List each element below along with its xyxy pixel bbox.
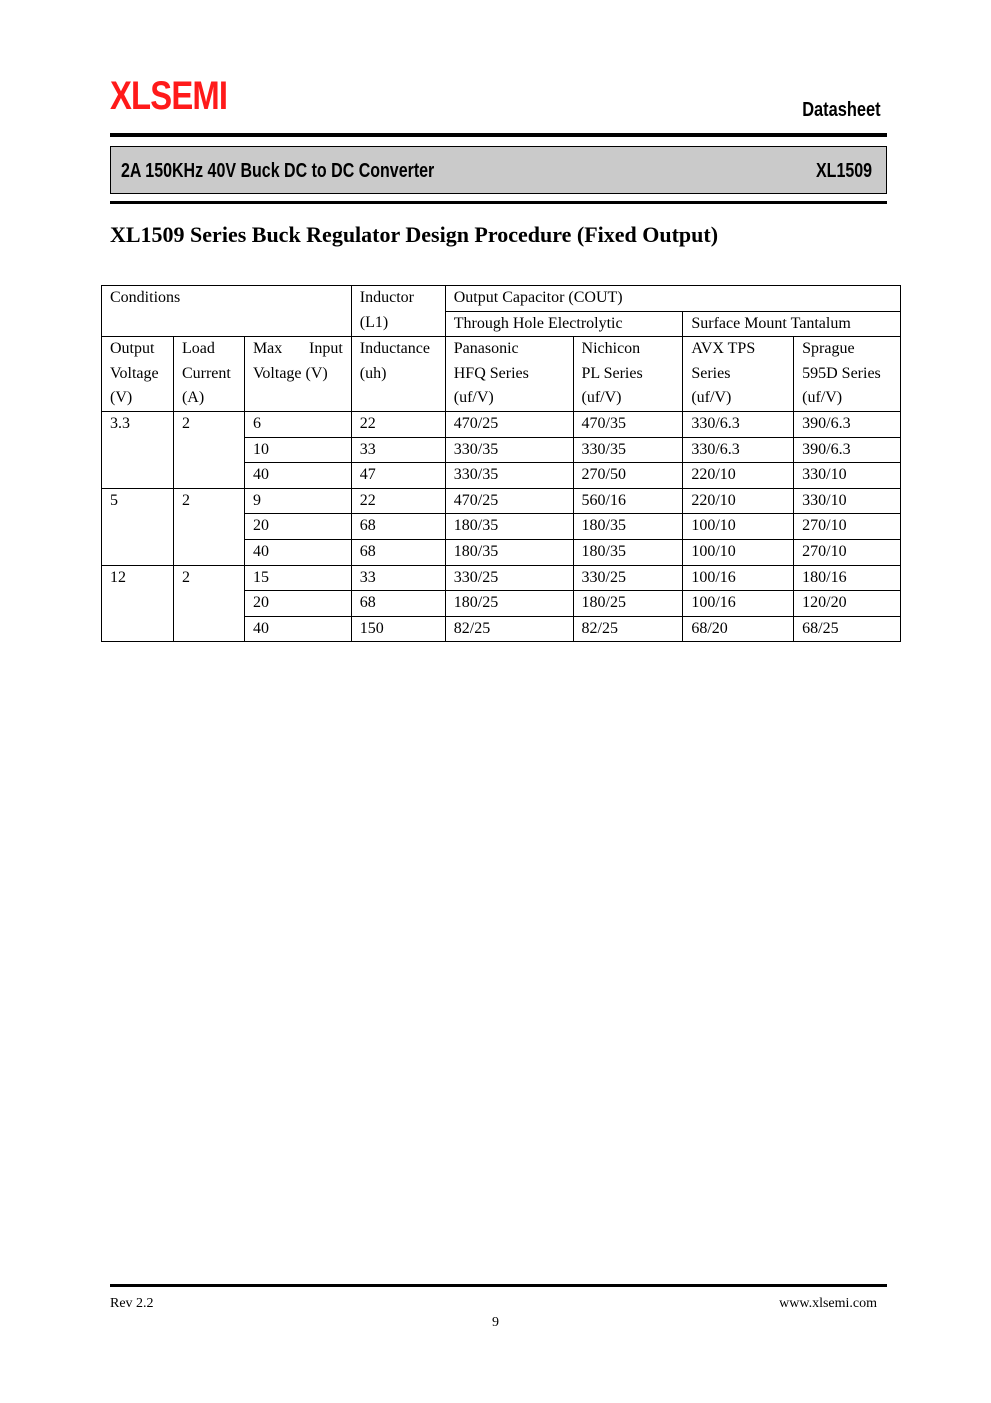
sprague-cell: 390/6.3 xyxy=(794,411,901,437)
max-input-voltage-cell: 15 xyxy=(244,565,351,591)
revision: Rev 2.2 xyxy=(110,1296,154,1311)
nichicon-cell: 330/35 xyxy=(573,437,683,463)
output-voltage-header xyxy=(102,337,174,412)
header-line: (uf/V) xyxy=(453,389,494,407)
avx-cell: 100/10 xyxy=(683,514,794,540)
inductance-cell: 68 xyxy=(351,539,445,565)
avx-cell: 100/16 xyxy=(683,565,794,591)
website-link[interactable]: www.xlsemi.com xyxy=(779,1296,877,1311)
panasonic-cell: 330/35 xyxy=(445,463,573,489)
header-line: Output xyxy=(110,340,155,358)
panasonic-cell: 180/25 xyxy=(445,591,573,617)
inductance-cell: 22 xyxy=(351,488,445,514)
header-line: Nichicon xyxy=(581,340,641,358)
max-input-voltage-cell: 9 xyxy=(244,488,351,514)
header-line: PL Series xyxy=(581,364,643,382)
header-line: (uf/V) xyxy=(581,389,622,407)
load-current-cell: 2 xyxy=(173,565,244,642)
design-procedure-table xyxy=(101,285,901,642)
header-line: (V) xyxy=(110,389,133,407)
sprague-cell: 390/6.3 xyxy=(794,437,901,463)
header-line: Series xyxy=(691,364,731,382)
nichicon-header xyxy=(573,337,683,412)
inductance-cell: 47 xyxy=(351,463,445,489)
surface-mount-header: Surface Mount Tantalum xyxy=(683,311,901,337)
panasonic-cell: 180/35 xyxy=(445,514,573,540)
sprague-cell: 120/20 xyxy=(794,591,901,617)
inductance-cell: 22 xyxy=(351,411,445,437)
conditions-header: Conditions xyxy=(102,286,352,337)
header-line: Voltage xyxy=(110,364,159,382)
header-line: Sprague xyxy=(802,340,855,358)
avx-cell: 220/10 xyxy=(683,463,794,489)
header-line: (uf/V) xyxy=(691,389,732,407)
panasonic-cell: 470/25 xyxy=(445,411,573,437)
load-current-cell: 2 xyxy=(173,488,244,565)
panasonic-cell: 82/25 xyxy=(445,616,573,642)
avx-cell: 220/10 xyxy=(683,488,794,514)
header-line: Current xyxy=(181,364,231,382)
nichicon-cell: 470/35 xyxy=(573,411,683,437)
panasonic-header xyxy=(445,337,573,412)
header-line: (uh) xyxy=(359,364,387,382)
product-title: 2A 150KHz 40V Buck DC to DC Converter xyxy=(121,160,435,182)
nichicon-cell: 180/35 xyxy=(573,514,683,540)
inductance-cell: 33 xyxy=(351,565,445,591)
table-row xyxy=(102,488,901,514)
header-line xyxy=(253,337,343,362)
header-line: (A) xyxy=(181,389,205,407)
avx-cell: 100/16 xyxy=(683,591,794,617)
company-logo: XLSEMI xyxy=(110,74,228,118)
max-input-voltage-cell: 40 xyxy=(244,463,351,489)
header-row-3 xyxy=(102,337,901,412)
header-line: Load xyxy=(181,340,215,358)
header-word: Max xyxy=(252,340,283,358)
max-input-voltage-cell: 40 xyxy=(244,539,351,565)
load-current-header xyxy=(173,337,244,412)
load-current-cell: 2 xyxy=(173,411,244,488)
title-banner xyxy=(110,146,887,194)
sprague-cell: 68/25 xyxy=(794,616,901,642)
inductor-header-line: Inductor xyxy=(359,289,414,306)
header-line: 595D Series xyxy=(802,364,881,382)
panasonic-cell: 470/25 xyxy=(445,488,573,514)
inductor-header-line: (L1) xyxy=(359,313,389,331)
header-line: (uf/V) xyxy=(802,389,843,407)
max-input-voltage-header xyxy=(244,337,351,412)
avx-header xyxy=(683,337,794,412)
nichicon-cell: 270/50 xyxy=(573,463,683,489)
inductance-cell: 68 xyxy=(351,514,445,540)
document-type: Datasheet xyxy=(802,99,881,121)
avx-cell: 330/6.3 xyxy=(683,437,794,463)
output-voltage-cell: 3.3 xyxy=(102,411,174,488)
inductance-cell: 68 xyxy=(351,591,445,617)
page-number: 9 xyxy=(492,1315,499,1330)
nichicon-cell: 82/25 xyxy=(573,616,683,642)
table-row xyxy=(102,411,901,437)
output-voltage-cell: 5 xyxy=(102,488,174,565)
max-input-voltage-cell: 20 xyxy=(244,514,351,540)
inductance-cell: 33 xyxy=(351,437,445,463)
inductor-header xyxy=(351,286,445,337)
nichicon-cell: 560/16 xyxy=(573,488,683,514)
nichicon-cell: 180/25 xyxy=(573,591,683,617)
sprague-cell: 330/10 xyxy=(794,488,901,514)
panasonic-cell: 180/35 xyxy=(445,539,573,565)
nichicon-cell: 330/25 xyxy=(573,565,683,591)
inductance-cell: 150 xyxy=(351,616,445,642)
header-line: Voltage (V) xyxy=(252,364,328,382)
max-input-voltage-cell: 10 xyxy=(244,437,351,463)
nichicon-cell: 180/35 xyxy=(573,539,683,565)
section-title: XL1509 Series Buck Regulator Design Procedure (Fixed Output) xyxy=(110,222,719,247)
sprague-cell: 180/16 xyxy=(794,565,901,591)
footer-rule xyxy=(110,1284,887,1287)
panasonic-cell: 330/25 xyxy=(445,565,573,591)
header-line: AVX TPS xyxy=(691,340,756,358)
avx-cell: 100/10 xyxy=(683,539,794,565)
inductance-header xyxy=(351,337,445,412)
max-input-voltage-cell: 20 xyxy=(244,591,351,617)
avx-cell: 330/6.3 xyxy=(683,411,794,437)
output-voltage-cell: 12 xyxy=(102,565,174,642)
header-row-1 xyxy=(102,286,901,312)
max-input-voltage-cell: 40 xyxy=(244,616,351,642)
header-line: Panasonic xyxy=(453,340,519,358)
part-number: XL1509 xyxy=(815,160,872,182)
header-line: HFQ Series xyxy=(453,364,529,382)
header-word: Input xyxy=(309,340,343,358)
header-line: Inductance xyxy=(359,340,430,358)
through-hole-header: Through Hole Electrolytic xyxy=(445,311,683,337)
table-row xyxy=(102,565,901,591)
cout-header: Output Capacitor (COUT) xyxy=(445,286,900,312)
sprague-cell: 270/10 xyxy=(794,539,901,565)
avx-cell: 68/20 xyxy=(683,616,794,642)
banner-rule xyxy=(110,201,887,204)
sprague-cell: 330/10 xyxy=(794,463,901,489)
header-rule xyxy=(110,133,887,137)
max-input-voltage-cell: 6 xyxy=(244,411,351,437)
sprague-header xyxy=(794,337,901,412)
sprague-cell: 270/10 xyxy=(794,514,901,540)
panasonic-cell: 330/35 xyxy=(445,437,573,463)
